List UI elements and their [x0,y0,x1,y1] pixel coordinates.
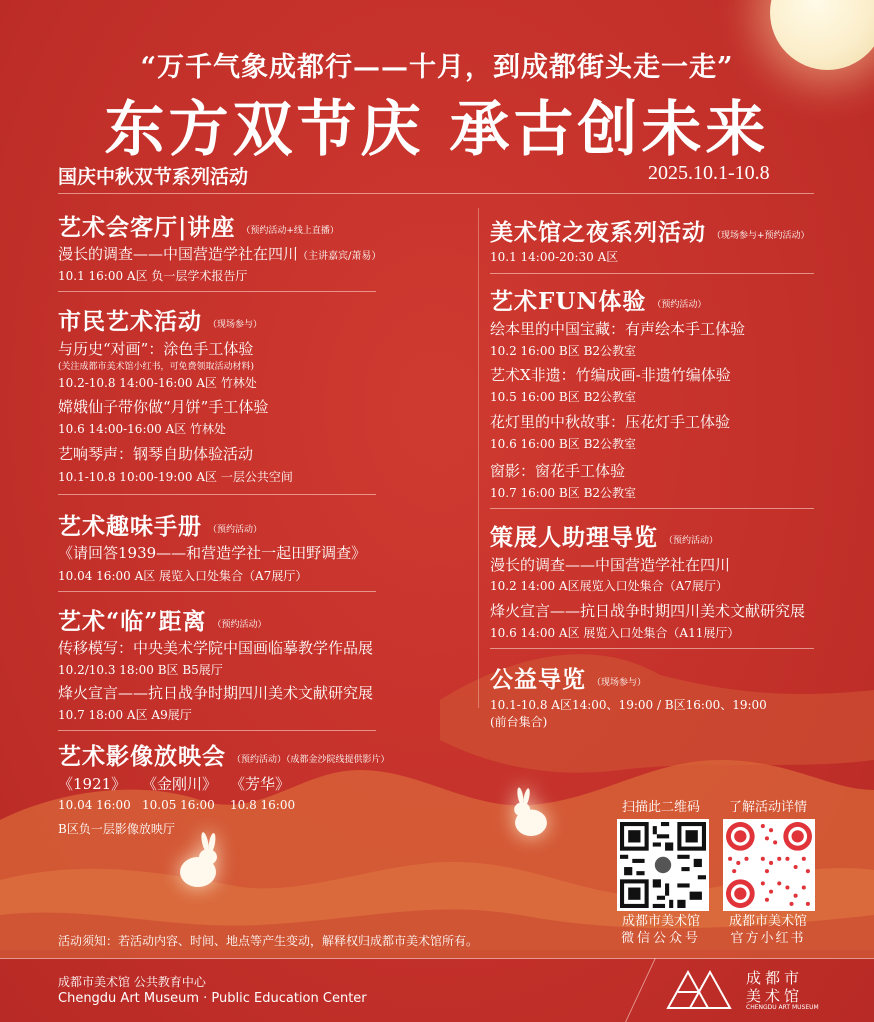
logo-text-en: CHENGDU ART MUSEUM [746,1004,819,1011]
citizen-item-2: 嫦娥仙子带你做“月饼”手工体验 [58,398,269,416]
qr-wechat-caption: 扫描此二维码 [621,800,700,815]
film-1-title: 《1921》 [58,775,127,793]
fun-item-3: 花灯里的中秋故事：压花灯手工体验 [490,413,731,431]
citizen-item-2-detail: 10.6 14:00-16:00 A区 竹林处 [58,422,227,436]
section-public-guide-heading: 公益导览 （现场参与） [490,666,647,693]
qr-code-icon [620,822,706,908]
copy-item-2: 烽火宣言——抗日战争时期四川美术文献研究展 [58,684,374,702]
section-lecture-heading: 艺术会客厅|讲座 （预约活动+线上直播） [58,214,339,241]
section-night-heading: 美术馆之夜系列活动 （现场参与+预约活动） [490,219,810,246]
slogan: “万千气象成都行——十月，到成都街头走一走” [140,52,734,83]
footer-org-en: Chengdu Art Museum · Public Education Center [58,991,367,1006]
guide-item-2: 烽火宣言——抗日战争时期四川美术文献研究展 [490,602,806,620]
section-handbook-heading: 艺术趣味手册 （预约活动） [58,513,263,540]
divider [58,730,376,731]
citizen-item-1-detail: 10.2-10.8 14:00-16:00 A区 竹林处 [58,376,257,390]
film-2-time: 10.05 16:00 [142,798,215,812]
section-film-heading: 艺术影像放映会 （预约活动）（成都金沙院线提供影片） [58,743,390,770]
divider [490,508,814,509]
divider [490,648,814,649]
fun-item-2: 艺术X非遗：竹编成画-非遗竹编体验 [490,366,731,384]
film-location: B区负一层影像放映厅 [58,822,175,836]
footer-divider [0,958,874,959]
fun-item-2-detail: 10.5 16:00 B区 B2公教室 [490,390,637,404]
copy-item-2-detail: 10.7 18:00 A区 A9展厅 [58,708,192,722]
copy-item-1: 传移模写：中央美术学院中国画临摹教学作品展 [58,639,374,657]
footer-org-cn: 成都市美术馆 公共教育中心 [58,975,206,989]
divider [490,273,814,274]
wechat-qr-code[interactable] [617,819,709,911]
citizen-item-1-note: (关注成都市美术馆小红书，可免费领取活动材料) [58,362,255,372]
night-detail: 10.1 14:00-20:30 A区 [490,250,619,264]
logo-text-2: 美术馆 [746,987,804,1005]
lecture-detail: 10.1 16:00 A区 负一层学术报告厅 [58,269,248,283]
section-fun-heading: 艺术FUN体验 （预约活动） [490,288,707,315]
wechat-label-2: 微信公众号 [620,931,701,946]
guide-item-2-detail: 10.6 14:00 A区 展览入口处集合（A11展厅） [490,626,740,640]
section-guide-heading: 策展人助理导览 （预约活动） [490,524,719,551]
guide-item-1-detail: 10.2 14:00 A区展览入口处集合（A7展厅） [490,579,728,593]
page-title: 东方双节庆 承古创未来 [104,95,770,165]
subtitle: 国庆中秋双节系列活动 [58,166,249,188]
fun-item-1-detail: 10.2 16:00 B区 B2公教室 [490,344,637,358]
guide-item-1: 漫长的调查——中国营造学社在四川 [490,556,731,574]
fun-item-4: 窗影：窗花手工体验 [490,462,626,480]
header-divider [58,193,814,194]
citizen-item-3: 艺响琴声：钢琴自助体验活动 [58,445,254,463]
film-3-time: 10.8 16:00 [230,798,296,812]
qr-xhs-caption: 了解活动详情 [728,800,807,815]
xiaohongshu-qr-code[interactable] [723,819,815,911]
fun-item-1: 绘本里的中国宝藏：有声绘本手工体验 [490,320,746,338]
fun-item-3-detail: 10.6 16:00 B区 B2公教室 [490,437,637,451]
xhs-label-2: 官方小红书 [730,931,806,946]
date-range: 2025.10.1-10.8 [648,162,770,184]
public-guide-note: (前台集合) [490,715,548,729]
activity-notice: 活动须知：若活动内容、时间、地点等产生变动，解释权归成都市美术馆所有。 [58,934,479,948]
rabbit-icon [172,832,224,890]
lecture-item: 漫长的调查——中国营造学社在四川（主讲嘉宾/萧易） [58,245,382,263]
museum-logo-icon [664,966,736,1012]
rabbit-icon [508,786,554,840]
logo-text-1: 成都市 [746,969,804,987]
handbook-detail: 10.04 16:00 A区 展览入口处集合（A7展厅） [58,569,308,583]
citizen-item-3-detail: 10.1-10.8 10:00-19:00 A区 一层公共空间 [58,470,293,484]
section-citizen-art-heading: 市民艺术活动 （现场参与） [58,308,263,335]
fun-item-4-detail: 10.7 16:00 B区 B2公教室 [490,486,637,500]
handbook-item: 《请回答1939——和营造学社一起田野调查》 [58,544,367,562]
divider [58,591,376,592]
qr-code-icon [726,822,812,908]
divider [58,291,376,292]
divider [58,494,376,495]
film-3-title: 《芳华》 [230,775,291,793]
public-guide-detail: 10.1-10.8 A区14:00、19:00 / B区16:00、19:00 [490,698,767,712]
film-1-time: 10.04 16:00 [58,798,131,812]
xhs-label-1: 成都市美术馆 [728,914,807,929]
wechat-label-1: 成都市美术馆 [621,914,700,929]
film-2-title: 《金刚川》 [142,775,218,793]
section-copy-heading: 艺术“临”距离 （预约活动） [58,608,267,635]
column-divider [478,208,479,708]
copy-item-1-detail: 10.2/10.3 18:00 B区 B5展厅 [58,663,223,677]
citizen-item-1: 与历史“对画”：涂色手工体验 [58,340,254,358]
